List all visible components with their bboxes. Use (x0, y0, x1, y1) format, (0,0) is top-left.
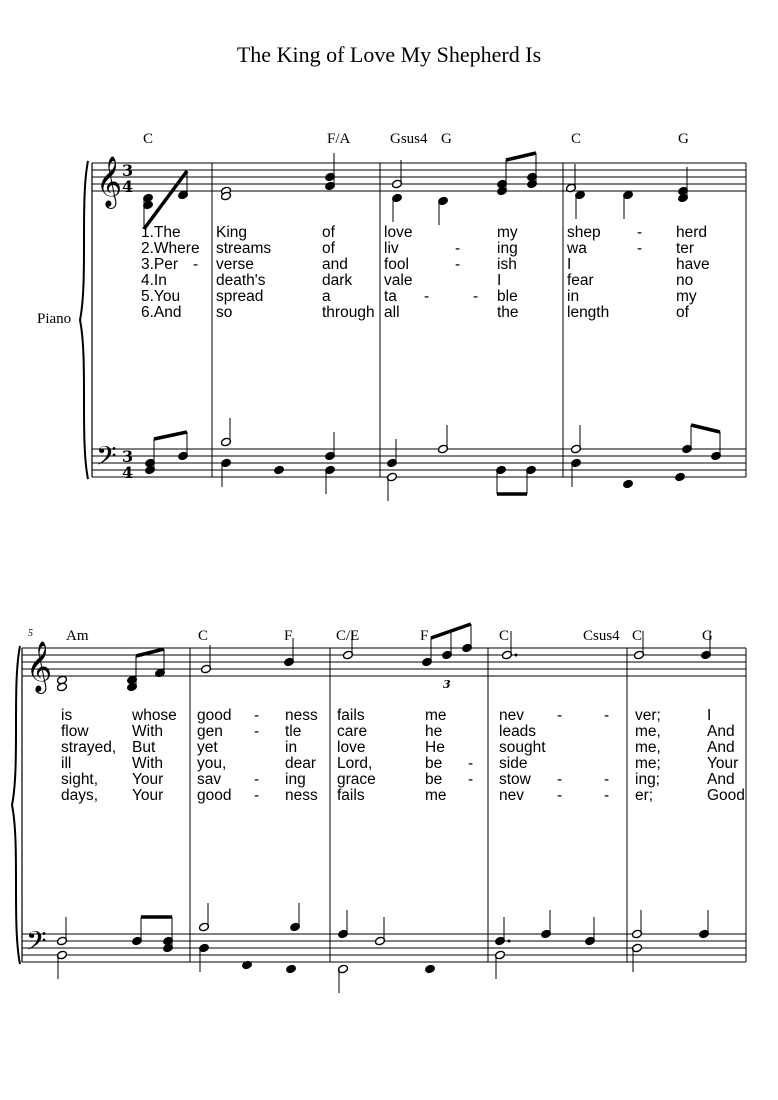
lyric-syllable: I (497, 272, 502, 289)
lyric-syllable: streams (216, 240, 272, 257)
chord-symbol: C (143, 131, 154, 147)
lyric-syllable: you, (197, 755, 227, 772)
lyric-syllable: love (384, 224, 413, 241)
lyric-hyphen: - (604, 771, 610, 788)
grand-staff-brace (80, 161, 88, 479)
lyric-hyphen: - (637, 224, 643, 241)
time-signature-bottom: 4 (122, 463, 134, 482)
lyric-syllable: tle (285, 723, 302, 740)
augmentation-dot (508, 940, 511, 943)
lyric-syllable: ish (497, 256, 517, 273)
lyric-syllable: in (285, 739, 298, 756)
treble-clef: 𝄞 (26, 641, 53, 692)
lyric-syllable: ing; (635, 771, 660, 788)
song-title: The King of Love My Shepherd Is (236, 42, 542, 67)
lyric-hyphen: - (468, 771, 474, 788)
lyric-syllable: be (425, 771, 443, 788)
lyric-hyphen: - (604, 787, 610, 804)
lyric-syllable: a (322, 288, 331, 305)
lyric-hyphen: - (637, 240, 643, 257)
lyric-syllable: no (676, 272, 694, 289)
time-signature-bottom: 4 (122, 177, 134, 196)
lyric-syllable: fool (384, 256, 409, 273)
lyric-syllable: me, (635, 739, 661, 756)
lyric-syllable: strayed, (61, 739, 117, 756)
lyric-syllable: so (216, 304, 233, 321)
chord-symbol: Gsus4 (390, 131, 428, 147)
lyric-syllable: gen (197, 723, 223, 740)
lyric-syllable: I (567, 256, 572, 273)
lyric-syllable: me (425, 787, 447, 804)
lyric-hyphen: - (254, 707, 260, 724)
lyric-syllable: care (337, 723, 368, 740)
lyric-syllable: the (497, 304, 519, 321)
lyric-syllable: good (197, 787, 232, 804)
lyric-syllable: ver; (635, 707, 661, 724)
chord-symbol: Am (66, 628, 89, 644)
lyric-syllable: nev (499, 707, 524, 724)
lyric-syllable: Your (132, 771, 164, 788)
lyric-syllable: flow (61, 723, 89, 740)
lyric-syllable: With (132, 755, 163, 772)
lyric-hyphen: - (254, 771, 260, 788)
bass-clef: 𝄢 (26, 925, 47, 963)
note-beam (154, 432, 187, 439)
lyric-syllable: But (132, 739, 156, 756)
lyric-syllable: be (425, 755, 443, 772)
chord-symbol: C (499, 628, 510, 644)
lyric-syllable: whose (132, 707, 177, 724)
lyric-syllable: ing (285, 771, 306, 788)
lyric-syllable: herd (676, 224, 708, 241)
lyric-syllable: of (676, 304, 689, 321)
lyric-syllable: And (707, 771, 735, 788)
lyric-syllable: ing (497, 240, 518, 257)
lyric-syllable: ter (676, 240, 695, 257)
lyric-syllable: ness (285, 707, 318, 724)
note-head (675, 472, 686, 482)
lyric-syllable: ness (285, 787, 318, 804)
lyric-syllable: spread (216, 288, 264, 305)
lyric-syllable: And (707, 723, 735, 740)
grand-staff-brace (12, 646, 20, 964)
lyric-hyphen: - (557, 707, 563, 724)
lyric-syllable: in (567, 288, 580, 305)
chord-symbol: C (571, 131, 582, 147)
lyric-syllable: I (707, 707, 712, 724)
bass-clef: 𝄢 (96, 440, 117, 478)
lyric-syllable: all (384, 304, 400, 321)
triplet-mark: 3 (443, 678, 451, 691)
treble-clef: 𝄞 (96, 156, 123, 207)
lyric-syllable: Your (132, 787, 164, 804)
lyric-syllable: me; (635, 755, 661, 772)
chord-symbol: F (420, 628, 429, 644)
lyric-syllable: side (499, 755, 528, 772)
chord-symbol: F/A (327, 131, 351, 147)
lyric-syllable: Lord, (337, 755, 373, 772)
lyric-syllable: stow (499, 771, 531, 788)
lyric-syllable: er; (635, 787, 654, 804)
lyric-syllable: Your (707, 755, 739, 772)
lyric-syllable: death's (216, 272, 266, 289)
lyric-syllable: He (425, 739, 445, 756)
time-signature-top: 3 (122, 447, 134, 466)
chord-symbol: G (702, 628, 713, 644)
lyric-syllable: leads (499, 723, 537, 740)
lyric-syllable: With (132, 723, 163, 740)
note-head (274, 465, 285, 475)
chord-symbol: G (441, 131, 452, 147)
note-beam (506, 153, 536, 160)
lyric-hyphen: - (254, 787, 260, 804)
instrument-label: Piano (37, 311, 72, 327)
lyric-hyphen: - (473, 288, 479, 305)
lyric-syllable: sight, (61, 771, 99, 788)
note-head (623, 479, 634, 489)
lyric-hyphen: - (557, 787, 563, 804)
lyric-syllable: sought (499, 739, 546, 756)
lyric-syllable: sav (197, 771, 222, 788)
chord-symbol: C/E (336, 628, 360, 644)
lyric-syllable: ta (384, 288, 397, 305)
lyric-hyphen: - (455, 256, 461, 273)
lyric-syllable: wa (567, 240, 587, 257)
lyric-syllable: of (322, 240, 335, 257)
augmentation-dot (515, 654, 518, 657)
lyric-syllable: he (425, 723, 443, 740)
note-head (425, 964, 436, 974)
lyric-syllable: dark (322, 272, 353, 289)
lyric-syllable: my (497, 224, 518, 241)
lyric-hyphen: - (193, 256, 199, 273)
lyric-syllable: King (216, 224, 248, 241)
lyric-hyphen: - (557, 771, 563, 788)
lyric-syllable: of (322, 224, 335, 241)
note-beam (691, 425, 720, 432)
lyric-hyphen: - (424, 288, 430, 305)
lyric-syllable: dear (285, 755, 317, 772)
lyric-syllable: ble (497, 288, 518, 305)
lyric-syllable: shep (567, 224, 601, 241)
chord-symbol: C (632, 628, 643, 644)
lyric-hyphen: - (604, 707, 610, 724)
lyric-hyphen: - (468, 755, 474, 772)
lyric-syllable: me, (635, 723, 661, 740)
lyric-syllable: And (707, 739, 735, 756)
lyric-syllable: grace (337, 771, 376, 788)
lyric-syllable: me (425, 707, 447, 724)
lyric-syllable: love (337, 739, 366, 756)
lyric-syllable: 6.And (141, 304, 182, 321)
lyric-syllable: verse (216, 256, 254, 273)
lyric-syllable: fails (337, 707, 365, 724)
lyric-syllable: nev (499, 787, 524, 804)
lyric-syllable: fails (337, 787, 365, 804)
lyric-syllable: liv (384, 240, 399, 257)
chord-symbol: C (198, 628, 209, 644)
lyric-syllable: have (676, 256, 710, 273)
lyric-syllable: 1.The (141, 224, 181, 241)
lyric-syllable: length (567, 304, 610, 321)
note-head (286, 964, 297, 974)
chord-symbol: F (284, 628, 293, 644)
lyric-syllable: is (61, 707, 73, 724)
lyric-hyphen: - (455, 240, 461, 257)
measure-number: 5 (28, 628, 33, 639)
lyric-syllable: days, (61, 787, 99, 804)
chord-symbol: G (678, 131, 689, 147)
lyric-syllable: 3.Per (141, 256, 179, 273)
lyric-syllable: my (676, 288, 697, 305)
note-head (57, 682, 68, 692)
lyric-syllable: vale (384, 272, 413, 289)
lyric-syllable: fear (567, 272, 594, 289)
lyric-syllable: and (322, 256, 348, 273)
lyric-syllable: yet (197, 739, 218, 756)
lyric-syllable: good (197, 707, 232, 724)
lyric-syllable: 5.You (141, 288, 181, 305)
lyric-syllable: 2.Where (141, 240, 200, 257)
lyric-syllable: ill (61, 755, 72, 772)
lyric-syllable: through (322, 304, 375, 321)
chord-symbol: Csus4 (583, 628, 620, 644)
lyric-syllable: Good (707, 787, 745, 804)
time-signature-top: 3 (122, 161, 134, 180)
lyric-hyphen: - (254, 723, 260, 740)
lyric-syllable: 4.In (141, 272, 167, 289)
